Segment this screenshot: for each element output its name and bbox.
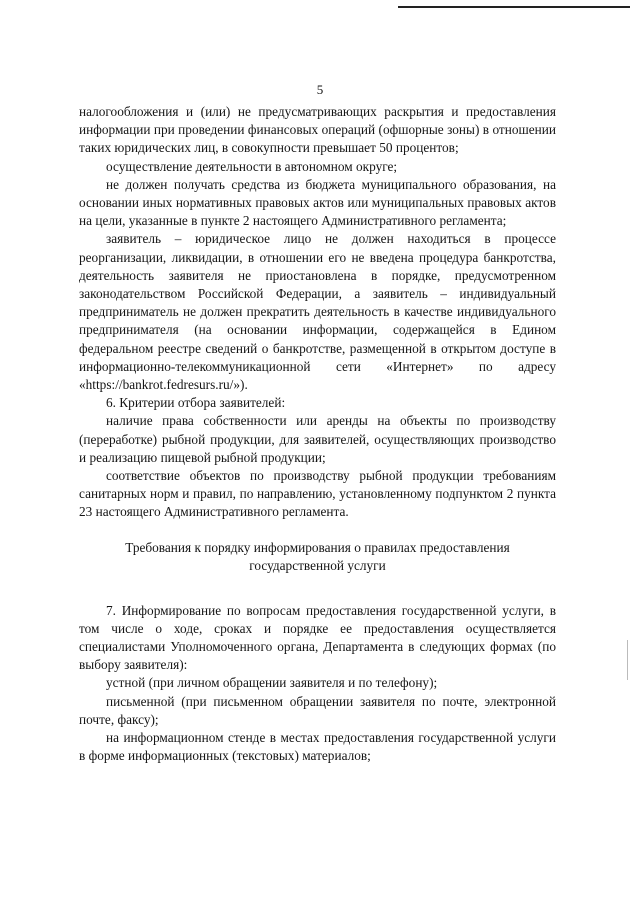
section-heading-line-2: государственной услуги bbox=[249, 558, 386, 574]
paragraph-bankruptcy-requirement: заявитель – юридическое лицо не должен находиться в процессе реорганизации, ликвидации, в отношении его не введена процедура банкротства, деятельность заявителя не приостановлена в порядке, предусмотренном законодательством Российской Федерации, а заявитель – индивидуальный предприниматель не должен прекратить деятельность в качестве индивидуального предпринимателя (на основании информации, содержащейся в Едином федеральном реестре сведений о банкротстве, размещенной в открытом доступе в информационно-телекоммуникационной сети «Интернет» по адресу «https://bankrot.fedresurs.ru/»). bbox=[79, 231, 556, 393]
paragraph-autonomous-okrug: осуществление деятельности в автономном округе; bbox=[106, 158, 398, 174]
section-heading bbox=[79, 539, 556, 576]
paragraph-ownership-criterion: наличие права собственности или аренды на объекты по производству (переработке) рыбной продукции, для заявителей, осуществляющих производство и реализацию пищевой рыбной продукции; bbox=[79, 413, 556, 465]
page-number: 5 bbox=[316, 82, 324, 97]
scan-border-line bbox=[398, 6, 630, 8]
paragraph-selection-criteria-title: 6. Критерии отбора заявителей: bbox=[106, 395, 286, 411]
section-heading-line-1: Требования к порядку информирования о правилах предоставления bbox=[125, 539, 510, 555]
paragraph-offshore-continuation: налогообложения и (или) не предусматривающих раскрытия и предоставления информации при проведении финансовых операций (офшорные зоны) в отношении таких юридических лиц, в совокупности превышает 50 процентов; bbox=[79, 104, 556, 156]
document-body bbox=[79, 103, 556, 766]
paragraph-informing-forms: 7. Информирование по вопросам предоставления государственной услуги, в том числе о ходе, сроках и порядке ее предоставления осуществляется специалистами Уполномоченного органа, Департамента в следующих формах (по выбору заявителя): bbox=[79, 602, 556, 673]
scan-margin-mark bbox=[627, 640, 628, 680]
paragraph-sanitary-criterion: соответствие объектов по производству рыбной продукции требованиям санитарных норм и правил, по направлению, установленному подпунктом 2 пункта 23 настоящего Административного регламента. bbox=[79, 468, 556, 520]
paragraph-info-stand-form: на информационном стенде в местах предоставления государственной услуги в форме информационных (текстовых) материалов; bbox=[79, 730, 556, 764]
paragraph-municipal-budget: не должен получать средства из бюджета муниципального образования, на основании иных нормативных правовых актов или муниципальных правовых актов на цели, указанные в пункте 2 настоящего Административного регламента; bbox=[79, 176, 556, 229]
paragraph-oral-form: устной (при личном обращении заявителя и по телефону); bbox=[106, 675, 438, 691]
paragraph-written-form: письменной (при письменном обращении заявителя по почте, электронной почте, факсу); bbox=[79, 693, 556, 727]
